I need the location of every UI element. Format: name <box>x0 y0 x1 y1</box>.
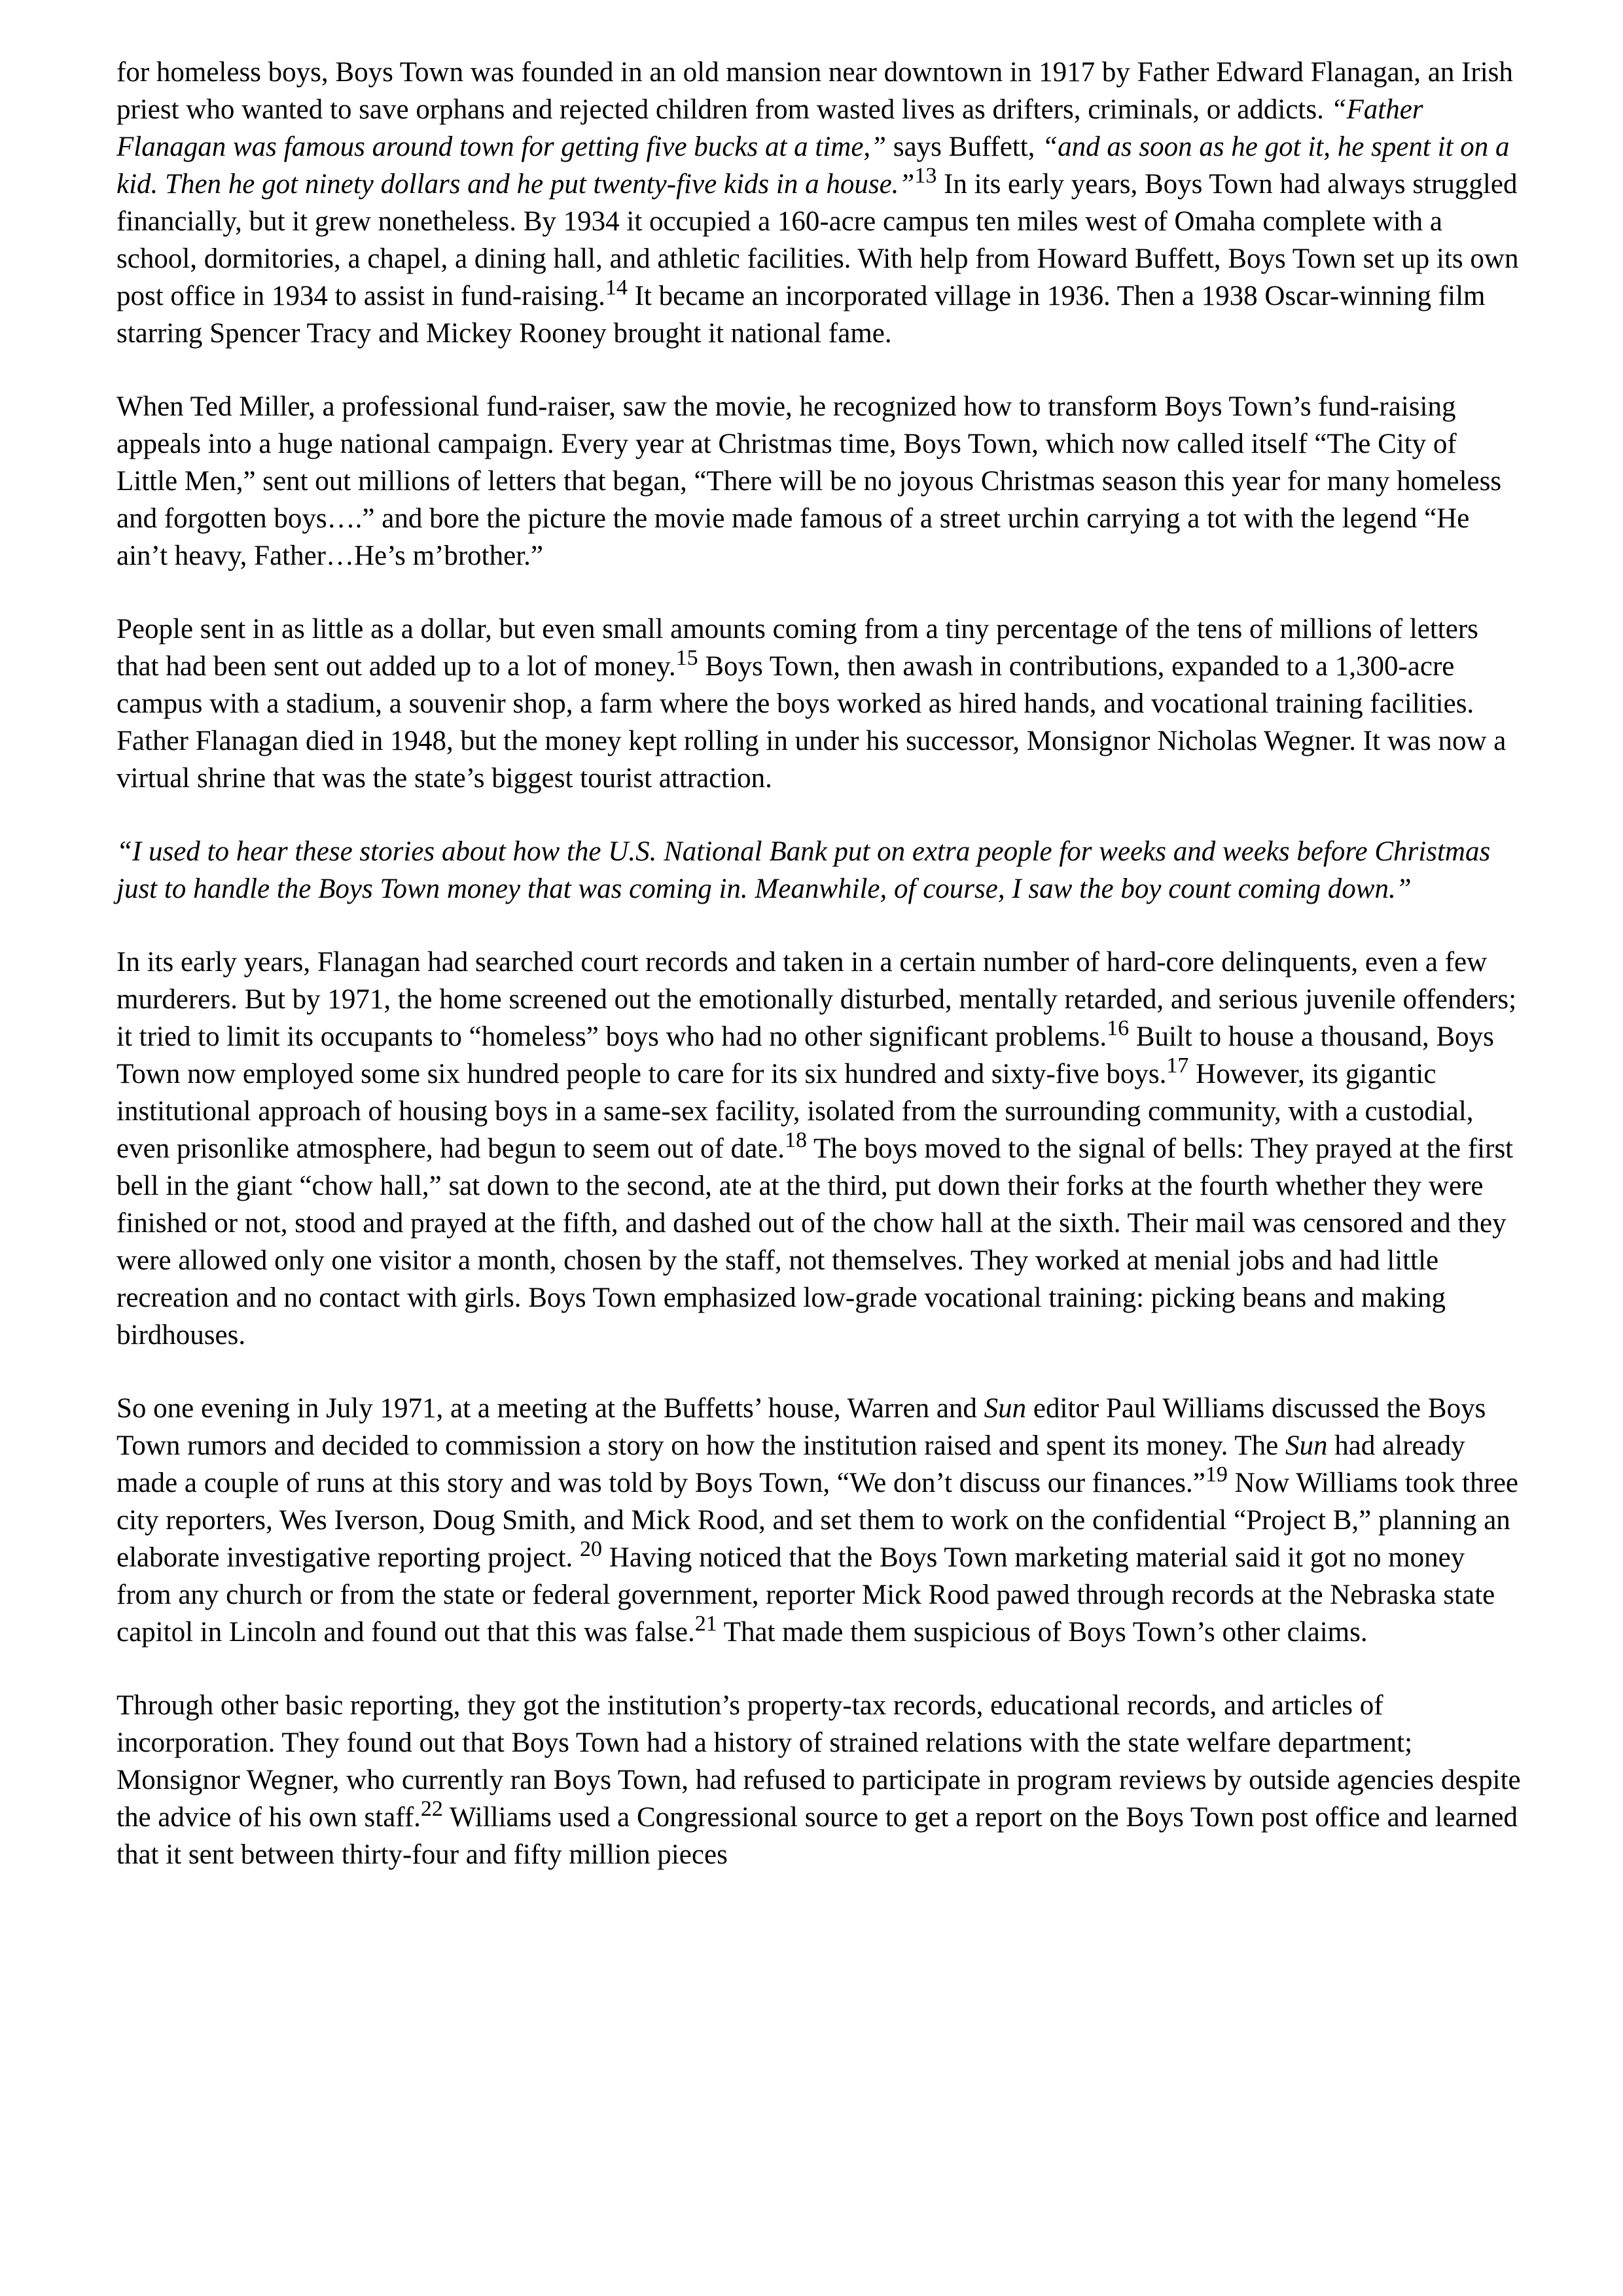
body-text: So one evening in July 1971, at a meeting at the Buffetts’ house, Warren and <box>116 1393 984 1424</box>
paragraph-p7 <box>116 1687 1524 1873</box>
body-text: When Ted Miller, a professional fund-raiser, saw the movie, he recognized how to transform Boys Town’s fund-raising appeals into a huge national campaign. Every year at Christmas time, Boys Town, which now called itself “The City of Little Men,” sent out millions of letters that began, “There will be no joyous Christmas season this year for many homeless and forgotten boys….” and bore the picture the movie made famous of a street urchin carrying a tot with the legend “He ain’t heavy, Father…He’s m’brother.” <box>116 391 1502 571</box>
body-text: says Buffett, <box>886 132 1043 162</box>
body-text: Having noticed that the Boys Town marketing material said it got no money from any church or from the state or federal government, reporter Mick Rood pawed through records at the Nebraska state capitol in Lincoln and found out that this was false. <box>116 1542 1495 1648</box>
italic-text: “Father Flanagan was famous around town for getting five bucks at a time,” <box>116 94 1423 162</box>
footnote-ref: 19 <box>1205 1462 1228 1487</box>
footnote-ref: 20 <box>580 1537 603 1561</box>
body-text: Built to house a thousand, Boys Town now employed some six hundred people to care for its six hundred and sixty-five boys. <box>116 1021 1494 1089</box>
footnote-ref: 15 <box>675 646 698 670</box>
body-text: The boys moved to the signal of bells: They prayed at the first bell in the giant “chow hall,” sat down to the second, ate at the third, put down their forks at the fourth whether they were finished or not, stood and prayed at the fifth, and dashed out of the chow hall at the sixth. Their mail was censored and they were allowed only one visitor a month, chosen by the staff, not themselves. They worked at menial jobs and had little recreation and no contact with girls. Boys Town emphasized low-grade vocational training: picking beans and making birdhouses. <box>116 1133 1514 1351</box>
body-text: Williams used a Congressional source to get a report on the Boys Town post office and learned that it sent between thirty-four and fifty million pieces <box>116 1802 1518 1870</box>
footnote-ref: 22 <box>420 1797 443 1821</box>
body-text: for homeless boys, Boys Town was founded in an old mansion near downtown in 1917 by Father Edward Flanagan, an Irish priest who wanted to save orphans and rejected children from wasted lives as drifters, criminals, or addicts. <box>116 57 1513 125</box>
paragraph-p5 <box>116 944 1524 1354</box>
footnote-ref: 14 <box>605 275 628 300</box>
body-text: had already made a couple of runs at this story and was told by Boys Town, “We don’t discuss our finances.” <box>116 1430 1465 1498</box>
body-text: Boys Town, then awash in contributions, expanded to a 1,300-acre campus with a stadium, a souvenir shop, a farm where the boys worked as hired hands, and vocational training facilities. Father Flanagan died in 1948, but the money kept rolling in under his successor, Monsignor Nicholas Wegner. It was now a virtual shrine that was the state’s biggest tourist attraction. <box>116 651 1507 794</box>
body-text: In its early years, Flanagan had searched court records and taken in a certain number of hard-core delinquents, even a few murderers. But by 1971, the home screened out the emotionally disturbed, mentally retarded, and serious juvenile offenders; it tried to limit its occupants to “homeless” boys who had no other significant problems. <box>116 947 1517 1052</box>
italic-text: Sun <box>1285 1430 1328 1461</box>
body-text: editor Paul Williams discussed the Boys Town rumors and decided to commission a story on how the institution raised and spent its money. The <box>116 1393 1486 1461</box>
paragraph-p2 <box>116 388 1524 574</box>
italic-text: “I used to hear these stories about how the U.S. National Bank put on extra people for weeks and weeks before Christmas just to handle the Boys Town money that was coming in. Meanwhile, of course, I saw the boy count coming down.” <box>116 836 1491 904</box>
body-text: It became an incorporated village in 1936. Then a 1938 Oscar-winning film starring Spencer Tracy and Mickey Rooney brought it national fame. <box>116 281 1486 349</box>
footnote-ref: 16 <box>1107 1016 1130 1040</box>
paragraph-p6 <box>116 1390 1524 1651</box>
italic-text: Sun <box>984 1393 1027 1424</box>
paragraph-p3 <box>116 610 1524 797</box>
document-page <box>116 54 1524 1873</box>
footnote-ref: 21 <box>694 1612 717 1636</box>
body-text: In its early years, Boys Town had always struggled financially, but it grew nonetheless. By 1934 it occupied a 160-acre campus ten miles west of Omaha complete with a school, dormitories, a chapel, a dining hall, and athletic facilities. With help from Howard Buffett, Boys Town set up its own post office in 1934 to assist in fund-raising. <box>116 169 1519 311</box>
paragraph-p4 <box>116 833 1524 908</box>
body-text: That made them suspicious of Boys Town’s other claims. <box>717 1617 1368 1648</box>
footnote-ref: 18 <box>784 1128 807 1152</box>
body-text: Now Williams took three city reporters, Wes Iverson, Doug Smith, and Mick Rood, and set them to work on the confidential “Project B,” planning an elaborate investigative reporting project. <box>116 1468 1518 1573</box>
italic-text: “and as soon as he got it, he spent it on a kid. Then he got ninety dollars and he put twenty-five kids in a house.” <box>116 132 1510 200</box>
paragraph-p1 <box>116 54 1524 352</box>
footnote-ref: 17 <box>1166 1053 1189 1078</box>
body-text: However, its gigantic institutional approach of housing boys in a same-sex facility, isolated from the surrounding community, with a custodial, even prisonlike atmosphere, had begun to seem out of date. <box>116 1059 1474 1164</box>
body-text: Through other basic reporting, they got the institution’s property-tax records, educational records, and articles of incorporation. They found out that Boys Town had a history of strained relations with the state welfare department; Monsignor Wegner, who currently ran Boys Town, had refused to participate in program reviews by outside agencies despite the advice of his own staff. <box>116 1690 1521 1833</box>
body-text: People sent in as little as a dollar, but even small amounts coming from a tiny percentage of the tens of millions of letters that had been sent out added up to a lot of money. <box>116 614 1478 682</box>
footnote-ref: 13 <box>914 164 937 188</box>
